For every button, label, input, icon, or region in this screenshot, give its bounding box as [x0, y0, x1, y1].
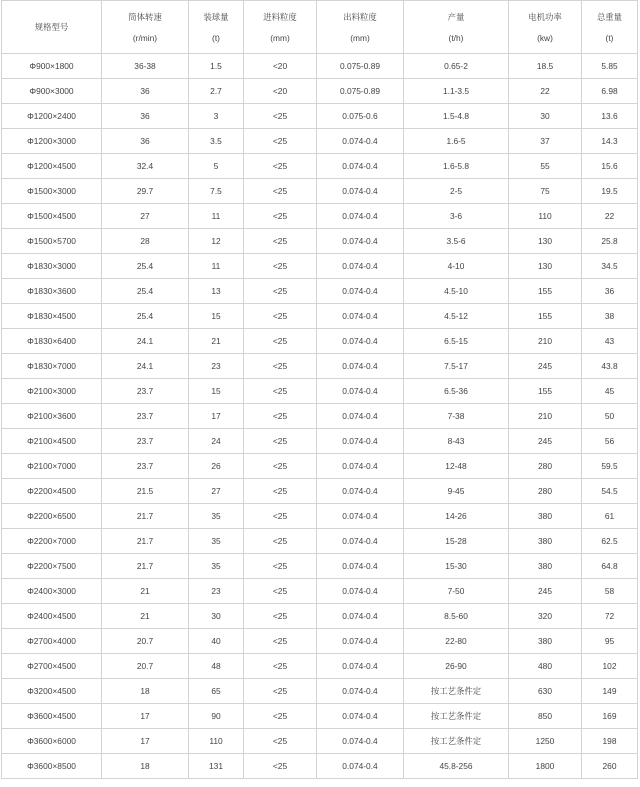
- table-cell: 36-38: [102, 54, 189, 79]
- table-cell: <25: [244, 704, 317, 729]
- table-cell: 0.074-0.4: [317, 504, 404, 529]
- table-cell: <25: [244, 679, 317, 704]
- table-cell: 21.7: [102, 504, 189, 529]
- column-header-name: 规格型号: [34, 22, 69, 32]
- table-cell: 按工艺条件定: [404, 729, 509, 754]
- table-cell: 20.7: [102, 654, 189, 679]
- table-cell: 72: [582, 604, 638, 629]
- table-cell: 按工艺条件定: [404, 704, 509, 729]
- column-header-unit: (t): [212, 33, 220, 43]
- table-cell: 95: [582, 629, 638, 654]
- table-row: [2, 479, 638, 504]
- table-cell: 22-80: [404, 629, 509, 654]
- table-cell: 11: [189, 254, 244, 279]
- table-cell: 8-43: [404, 429, 509, 454]
- table-cell: 36: [102, 129, 189, 154]
- table-cell: 198: [582, 729, 638, 754]
- table-cell: 0.074-0.4: [317, 129, 404, 154]
- table-cell: 11: [189, 204, 244, 229]
- table-cell: <25: [244, 304, 317, 329]
- table-cell: 22: [582, 204, 638, 229]
- table-row: [2, 629, 638, 654]
- table-cell: 59.5: [582, 454, 638, 479]
- table-cell: Φ2100×3000: [2, 379, 102, 404]
- table-cell: 15: [189, 304, 244, 329]
- table-row: [2, 154, 638, 179]
- table-row: [2, 654, 638, 679]
- table-cell: <25: [244, 154, 317, 179]
- table-cell: 0.074-0.4: [317, 729, 404, 754]
- table-row: [2, 679, 638, 704]
- table-cell: 210: [509, 404, 582, 429]
- table-cell: 3.5: [189, 129, 244, 154]
- table-cell: 0.074-0.4: [317, 629, 404, 654]
- table-cell: 155: [509, 304, 582, 329]
- table-cell: 36: [582, 279, 638, 304]
- table-cell: 64.8: [582, 554, 638, 579]
- table-cell: Φ2700×4500: [2, 654, 102, 679]
- table-cell: 9-45: [404, 479, 509, 504]
- table-cell: <20: [244, 54, 317, 79]
- table-row: [2, 504, 638, 529]
- table-cell: Φ3600×8500: [2, 754, 102, 779]
- table-cell: 6.5-36: [404, 379, 509, 404]
- table-cell: 27: [189, 479, 244, 504]
- table-cell: 7-50: [404, 579, 509, 604]
- table-cell: <25: [244, 229, 317, 254]
- table-cell: <25: [244, 579, 317, 604]
- table-row: [2, 604, 638, 629]
- table-cell: 380: [509, 629, 582, 654]
- table-cell: 480: [509, 654, 582, 679]
- table-cell: 210: [509, 329, 582, 354]
- table-cell: 102: [582, 654, 638, 679]
- specifications-table: [1, 0, 638, 779]
- table-cell: 15.6: [582, 154, 638, 179]
- table-cell: <25: [244, 754, 317, 779]
- table-cell: 40: [189, 629, 244, 654]
- table-cell: 245: [509, 429, 582, 454]
- table-cell: 18.5: [509, 54, 582, 79]
- column-header-unit: (r/min): [132, 33, 158, 43]
- table-cell: 5: [189, 154, 244, 179]
- table-cell: Φ2100×3600: [2, 404, 102, 429]
- table-row: [2, 704, 638, 729]
- table-cell: 0.074-0.4: [317, 679, 404, 704]
- table-cell: 0.074-0.4: [317, 229, 404, 254]
- table-cell: Φ1500×3000: [2, 179, 102, 204]
- table-cell: 27: [102, 204, 189, 229]
- table-cell: Φ2400×3000: [2, 579, 102, 604]
- table-cell: 13: [189, 279, 244, 304]
- table-cell: 26-90: [404, 654, 509, 679]
- table-cell: Φ1830×7000: [2, 354, 102, 379]
- table-cell: <25: [244, 429, 317, 454]
- table-cell: 34.5: [582, 254, 638, 279]
- table-row: [2, 754, 638, 779]
- table-cell: 130: [509, 229, 582, 254]
- table-cell: 245: [509, 579, 582, 604]
- table-cell: 280: [509, 479, 582, 504]
- table-cell: 8.5-60: [404, 604, 509, 629]
- table-cell: 630: [509, 679, 582, 704]
- table-cell: <25: [244, 254, 317, 279]
- table-cell: Φ900×3000: [2, 79, 102, 104]
- table-cell: 0.074-0.4: [317, 429, 404, 454]
- table-row: [2, 429, 638, 454]
- table-cell: 35: [189, 554, 244, 579]
- table-cell: 21.5: [102, 479, 189, 504]
- table-cell: Φ2200×4500: [2, 479, 102, 504]
- table-cell: 6.5-15: [404, 329, 509, 354]
- table-cell: 25.4: [102, 304, 189, 329]
- table-cell: <25: [244, 629, 317, 654]
- table-cell: 0.074-0.4: [317, 579, 404, 604]
- table-cell: 850: [509, 704, 582, 729]
- column-header: [244, 1, 317, 54]
- table-cell: Φ900×1800: [2, 54, 102, 79]
- table-cell: 280: [509, 454, 582, 479]
- column-header: [189, 1, 244, 54]
- table-cell: 110: [189, 729, 244, 754]
- table-cell: 30: [189, 604, 244, 629]
- table-cell: 260: [582, 754, 638, 779]
- column-header-unit: (mm): [270, 33, 290, 43]
- table-cell: 0.074-0.4: [317, 704, 404, 729]
- table-cell: 0.074-0.4: [317, 204, 404, 229]
- table-row: [2, 229, 638, 254]
- table-cell: <25: [244, 604, 317, 629]
- table-cell: 61: [582, 504, 638, 529]
- table-cell: 43.8: [582, 354, 638, 379]
- table-cell: <25: [244, 404, 317, 429]
- table-row: [2, 379, 638, 404]
- table-cell: <25: [244, 554, 317, 579]
- table-cell: Φ1200×4500: [2, 154, 102, 179]
- table-row: [2, 354, 638, 379]
- table-cell: 55: [509, 154, 582, 179]
- table-cell: Φ1830×6400: [2, 329, 102, 354]
- table-cell: 17: [102, 704, 189, 729]
- table-row: [2, 79, 638, 104]
- table-cell: 58: [582, 579, 638, 604]
- table-row: [2, 729, 638, 754]
- table-cell: 0.074-0.4: [317, 454, 404, 479]
- table-cell: 6.98: [582, 79, 638, 104]
- table-cell: 3-6: [404, 204, 509, 229]
- table-cell: 0.074-0.4: [317, 304, 404, 329]
- table-cell: 0.074-0.4: [317, 654, 404, 679]
- table-cell: 65: [189, 679, 244, 704]
- table-cell: 5.85: [582, 54, 638, 79]
- table-cell: 56: [582, 429, 638, 454]
- table-row: [2, 529, 638, 554]
- table-cell: 28: [102, 229, 189, 254]
- table-cell: 320: [509, 604, 582, 629]
- table-cell: 54.5: [582, 479, 638, 504]
- table-cell: 1.6-5: [404, 129, 509, 154]
- table-cell: 155: [509, 279, 582, 304]
- table-cell: 22: [509, 79, 582, 104]
- table-cell: 1.5-4.8: [404, 104, 509, 129]
- table-cell: 0.075-0.6: [317, 104, 404, 129]
- table-cell: Φ3200×4500: [2, 679, 102, 704]
- table-row: [2, 404, 638, 429]
- table-cell: 14-26: [404, 504, 509, 529]
- table-body: [2, 54, 638, 779]
- table-cell: 0.075-0.89: [317, 54, 404, 79]
- header-row: [2, 1, 638, 54]
- table-cell: 24.1: [102, 354, 189, 379]
- table-cell: 0.074-0.4: [317, 354, 404, 379]
- column-header: [582, 1, 638, 54]
- table-cell: 0.074-0.4: [317, 379, 404, 404]
- table-cell: 17: [102, 729, 189, 754]
- table-cell: 30: [509, 104, 582, 129]
- column-header-name: 进料粒度: [263, 12, 297, 22]
- table-cell: 4.5-10: [404, 279, 509, 304]
- table-cell: Φ1500×4500: [2, 204, 102, 229]
- table-cell: 0.074-0.4: [317, 279, 404, 304]
- table-cell: Φ3600×6000: [2, 729, 102, 754]
- table-cell: <25: [244, 454, 317, 479]
- table-cell: 19.5: [582, 179, 638, 204]
- table-cell: 29.7: [102, 179, 189, 204]
- table-cell: <25: [244, 104, 317, 129]
- table-cell: 0.074-0.4: [317, 404, 404, 429]
- table-cell: 23.7: [102, 454, 189, 479]
- table-cell: 110: [509, 204, 582, 229]
- table-cell: Φ2200×6500: [2, 504, 102, 529]
- table-cell: <25: [244, 654, 317, 679]
- table-cell: Φ2700×4000: [2, 629, 102, 654]
- table-cell: 38: [582, 304, 638, 329]
- table-row: [2, 254, 638, 279]
- table-cell: 15-30: [404, 554, 509, 579]
- column-header: [509, 1, 582, 54]
- table-cell: 按工艺条件定: [404, 679, 509, 704]
- table-cell: Φ2100×4500: [2, 429, 102, 454]
- table-cell: 90: [189, 704, 244, 729]
- table-row: [2, 579, 638, 604]
- table-cell: 62.5: [582, 529, 638, 554]
- table-cell: <25: [244, 729, 317, 754]
- table-cell: 131: [189, 754, 244, 779]
- table-row: [2, 129, 638, 154]
- column-header-name: 电机功率: [528, 12, 562, 22]
- table-cell: 43: [582, 329, 638, 354]
- table-cell: 21: [102, 604, 189, 629]
- table-cell: 2-5: [404, 179, 509, 204]
- table-cell: 36: [102, 79, 189, 104]
- table-cell: Φ2400×4500: [2, 604, 102, 629]
- table-cell: 13.6: [582, 104, 638, 129]
- table-cell: 1.1-3.5: [404, 79, 509, 104]
- column-header: [102, 1, 189, 54]
- column-header-name: 筒体转速: [128, 12, 162, 22]
- table-cell: 15-28: [404, 529, 509, 554]
- table-cell: 0.65-2: [404, 54, 509, 79]
- column-header-name: 产量: [447, 12, 465, 22]
- table-cell: 7.5-17: [404, 354, 509, 379]
- table-cell: 155: [509, 379, 582, 404]
- column-header-unit: (mm): [350, 33, 370, 43]
- table-row: [2, 179, 638, 204]
- table-cell: 130: [509, 254, 582, 279]
- table-cell: 37: [509, 129, 582, 154]
- table-cell: <25: [244, 129, 317, 154]
- table-cell: 21.7: [102, 529, 189, 554]
- table-cell: 48: [189, 654, 244, 679]
- table-cell: Φ1200×2400: [2, 104, 102, 129]
- table-cell: 12: [189, 229, 244, 254]
- table-cell: 24.1: [102, 329, 189, 354]
- table-cell: 12-48: [404, 454, 509, 479]
- table-cell: <25: [244, 204, 317, 229]
- table-cell: 0.074-0.4: [317, 329, 404, 354]
- table-cell: 1.6-5.8: [404, 154, 509, 179]
- table-cell: Φ1830×3600: [2, 279, 102, 304]
- table-row: [2, 304, 638, 329]
- table-cell: 25.8: [582, 229, 638, 254]
- table-cell: 24: [189, 429, 244, 454]
- table-cell: 0.074-0.4: [317, 604, 404, 629]
- table-row: [2, 454, 638, 479]
- table-row: [2, 204, 638, 229]
- table-cell: 75: [509, 179, 582, 204]
- table-cell: 36: [102, 104, 189, 129]
- table-row: [2, 54, 638, 79]
- table-cell: 25.4: [102, 279, 189, 304]
- column-header-unit: (t): [605, 33, 614, 43]
- table-cell: 21: [189, 329, 244, 354]
- table-cell: 169: [582, 704, 638, 729]
- table-row: [2, 279, 638, 304]
- table-cell: 26: [189, 454, 244, 479]
- column-header: [404, 1, 509, 54]
- table-cell: 380: [509, 504, 582, 529]
- table-cell: 35: [189, 529, 244, 554]
- table-cell: 23.7: [102, 379, 189, 404]
- table-cell: 17: [189, 404, 244, 429]
- table-cell: 18: [102, 679, 189, 704]
- table-cell: 23: [189, 354, 244, 379]
- column-header: [2, 1, 102, 54]
- table-cell: 32.4: [102, 154, 189, 179]
- table-cell: <25: [244, 354, 317, 379]
- table-cell: Φ1830×3000: [2, 254, 102, 279]
- table-cell: 380: [509, 554, 582, 579]
- table-cell: <25: [244, 504, 317, 529]
- table-cell: 45: [582, 379, 638, 404]
- table-cell: 20.7: [102, 629, 189, 654]
- table-cell: Φ1830×4500: [2, 304, 102, 329]
- table-cell: 0.074-0.4: [317, 154, 404, 179]
- table-cell: 0.074-0.4: [317, 254, 404, 279]
- table-cell: 245: [509, 354, 582, 379]
- table-cell: 1800: [509, 754, 582, 779]
- table-cell: 14.3: [582, 129, 638, 154]
- table-cell: 18: [102, 754, 189, 779]
- table-cell: Φ1200×3000: [2, 129, 102, 154]
- table-cell: <25: [244, 529, 317, 554]
- table-cell: 35: [189, 504, 244, 529]
- table-cell: 0.074-0.4: [317, 479, 404, 504]
- table-cell: 23.7: [102, 404, 189, 429]
- table-cell: 50: [582, 404, 638, 429]
- table-cell: <25: [244, 179, 317, 204]
- table-header: [2, 1, 638, 54]
- table-cell: 0.075-0.89: [317, 79, 404, 104]
- table-cell: 0.074-0.4: [317, 529, 404, 554]
- table-cell: 25.4: [102, 254, 189, 279]
- table-row: [2, 554, 638, 579]
- table-cell: <25: [244, 279, 317, 304]
- table-cell: 15: [189, 379, 244, 404]
- table-cell: Φ2100×7000: [2, 454, 102, 479]
- table-cell: <25: [244, 479, 317, 504]
- table-cell: Φ2200×7500: [2, 554, 102, 579]
- table-cell: 0.074-0.4: [317, 554, 404, 579]
- column-header-unit: (t/h): [448, 33, 464, 43]
- column-header-name: 装球量: [203, 12, 229, 22]
- table-cell: 4-10: [404, 254, 509, 279]
- table-cell: 7-38: [404, 404, 509, 429]
- table-cell: 1250: [509, 729, 582, 754]
- table-cell: <20: [244, 79, 317, 104]
- column-header: [317, 1, 404, 54]
- table-cell: 23: [189, 579, 244, 604]
- table-cell: 3.5-6: [404, 229, 509, 254]
- table-cell: 4.5-12: [404, 304, 509, 329]
- table-cell: Φ2200×7000: [2, 529, 102, 554]
- table-cell: <25: [244, 329, 317, 354]
- table-cell: 7.5: [189, 179, 244, 204]
- table-cell: 2.7: [189, 79, 244, 104]
- column-header-unit: (kw): [537, 33, 553, 43]
- table-cell: 380: [509, 529, 582, 554]
- table-row: [2, 104, 638, 129]
- table-cell: 23.7: [102, 429, 189, 454]
- table-cell: 21.7: [102, 554, 189, 579]
- table-cell: 3: [189, 104, 244, 129]
- table-cell: 0.074-0.4: [317, 754, 404, 779]
- table-row: [2, 329, 638, 354]
- table-cell: 0.074-0.4: [317, 179, 404, 204]
- table-cell: <25: [244, 379, 317, 404]
- column-header-name: 出料粒度: [343, 12, 377, 22]
- table-cell: Φ3600×4500: [2, 704, 102, 729]
- column-header-name: 总重量: [596, 12, 623, 22]
- table-cell: 21: [102, 579, 189, 604]
- table-cell: 149: [582, 679, 638, 704]
- table-cell: 45.8-256: [404, 754, 509, 779]
- table-cell: 1.5: [189, 54, 244, 79]
- table-cell: Φ1500×5700: [2, 229, 102, 254]
